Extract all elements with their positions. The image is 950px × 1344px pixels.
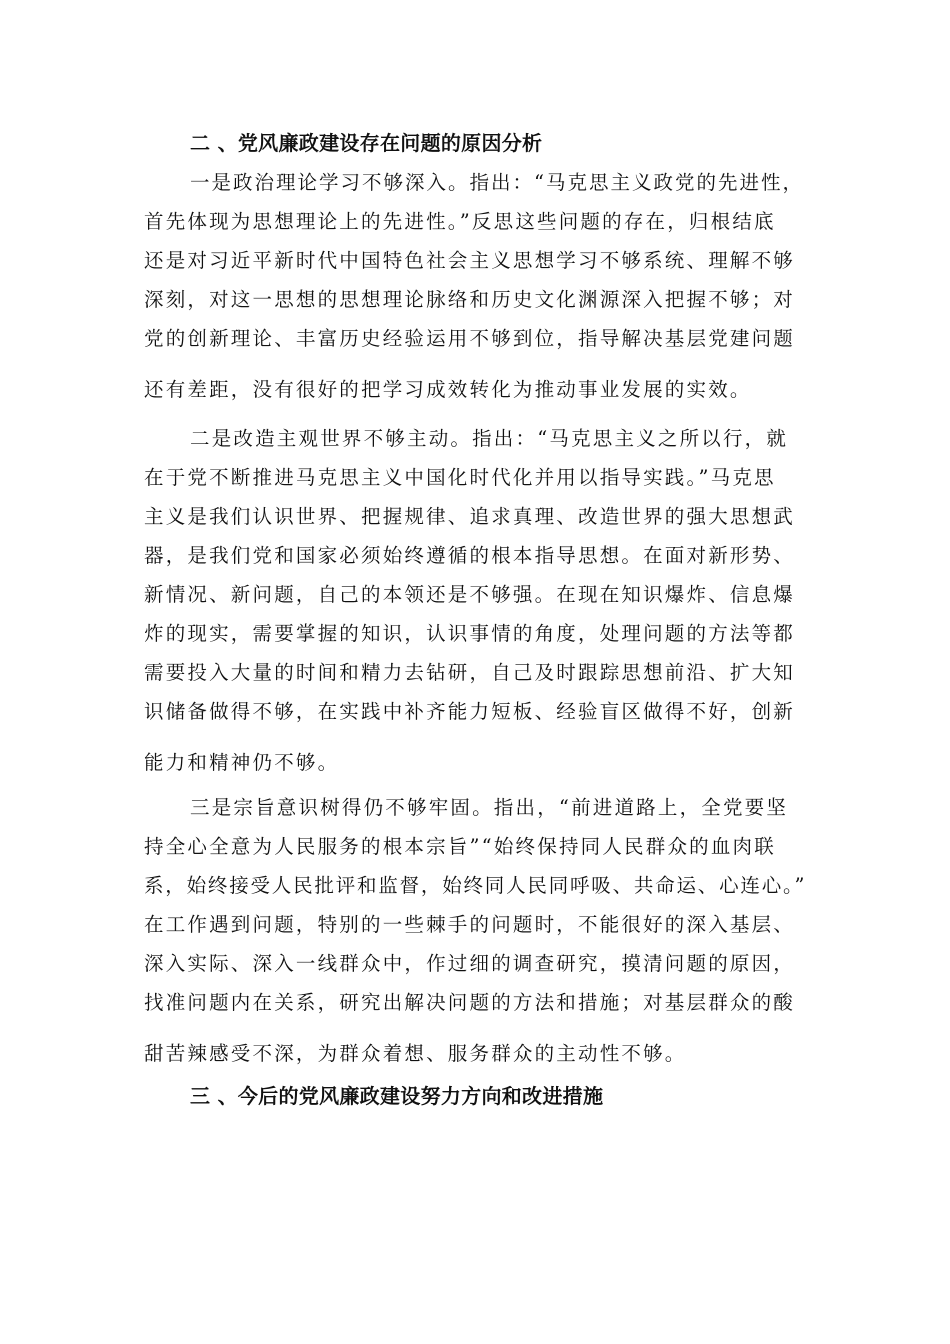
paragraph-line: 能力和精神仍不够。 — [144, 751, 340, 774]
paragraph-line: 二是改造主观世界不够主动。指出：“马克思主义之所以行，就 — [190, 427, 789, 450]
paragraph-line: 在工作遇到问题，特别的一些棘手的问题时，不能很好的深入基层、 — [144, 913, 796, 936]
section-heading-3: 三 、今后的党风廉政建设努力方向和改进措施 — [190, 1084, 604, 1108]
paragraph-line: 持全心全意为人民服务的根本宗旨”“始终保持同人民群众的血肉联 — [144, 835, 776, 858]
paragraph-line: 主义是我们认识世界、把握规律、追求真理、改造世界的强大思想武 — [144, 505, 796, 528]
paragraph-line: 在于党不断推进马克思主义中国化时代化并用以指导实践。”马克思 — [144, 466, 776, 489]
paragraph-line: 器，是我们党和国家必须始终遵循的根本指导思想。在面对新形势、 — [144, 544, 796, 567]
paragraph-line: 深刻，对这一思想的思想理论脉络和历史文化渊源深入把握不够；对 — [144, 288, 796, 311]
paragraph-line: 系，始终接受人民批评和监督，始终同人民同呼吸、共命运、心连心。” — [144, 874, 807, 897]
paragraph-line: 甜苦辣感受不深，为群众着想、服务群众的主动性不够。 — [144, 1042, 687, 1065]
paragraph-line: 党的创新理论、丰富历史经验运用不够到位，指导解决基层党建问题 — [144, 327, 796, 350]
paragraph-line: 还是对习近平新时代中国特色社会主义思想学习不够系统、理解不够 — [144, 249, 796, 272]
paragraph-line: 三是宗旨意识树得仍不够牢固。指出，“前进道路上，全党要坚 — [190, 796, 789, 819]
paragraph-line: 识储备做得不够，在实践中补齐能力短板、经验盲区做得不好，创新 — [144, 700, 796, 723]
paragraph-line: 首先体现为思想理论上的先进性。”反思这些问题的存在，归根结底 — [144, 210, 776, 233]
paragraph-line: 需要投入大量的时间和精力去钻研，自己及时跟踪思想前沿、扩大知 — [144, 661, 796, 684]
paragraph-line: 找准问题内在关系，研究出解决问题的方法和措施；对基层群众的酸 — [144, 991, 796, 1014]
paragraph-line: 深入实际、深入一线群众中，作过细的调查研究，摸清问题的原因， — [144, 952, 796, 975]
paragraph-line: 炸的现实，需要掌握的知识，认识事情的角度，处理问题的方法等都 — [144, 622, 796, 645]
section-heading-2: 二 、党风廉政建设存在问题的原因分析 — [190, 131, 543, 155]
paragraph-line: 新情况、新问题，自己的本领还是不够强。在现在知识爆炸、信息爆 — [144, 583, 796, 606]
paragraph-line: 还有差距，没有很好的把学习成效转化为推动事业发展的实效。 — [144, 378, 752, 401]
paragraph-line: 一是政治理论学习不够深入。指出：“马克思主义政党的先进性， — [190, 171, 804, 194]
